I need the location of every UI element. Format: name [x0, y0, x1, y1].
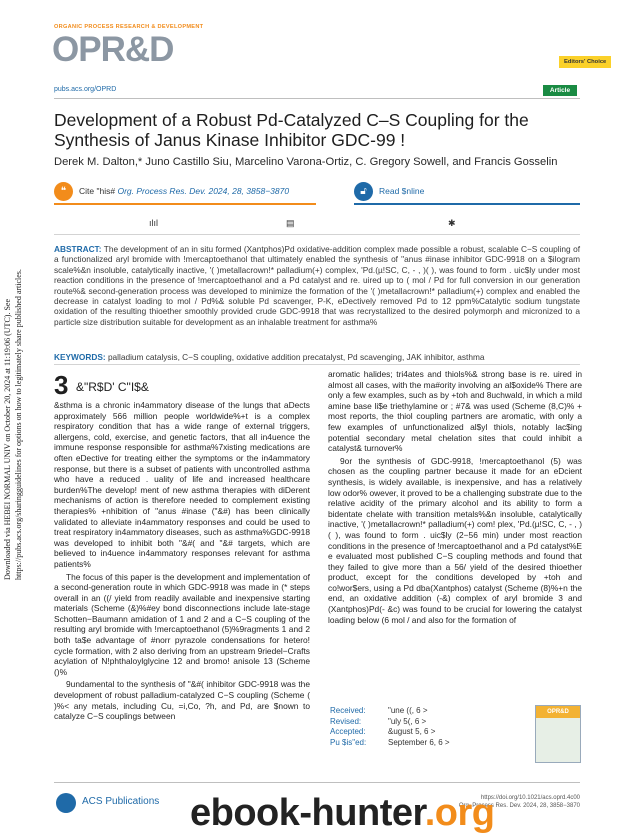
- accepted-date: &ugust 5, 6 >: [388, 727, 436, 736]
- cite-this-button[interactable]: [79, 186, 289, 196]
- metrics-chart-icon[interactable]: ılıl: [149, 218, 158, 228]
- body-column-right: [328, 369, 582, 627]
- keywords-label: KEYWORDS:: [54, 352, 106, 362]
- published-label: Pu $is"ed:: [330, 737, 367, 747]
- publisher-name[interactable]: ACS Publications: [82, 796, 160, 807]
- cite-underline: [54, 203, 316, 205]
- article-recommendations-icon[interactable]: ▤: [286, 218, 295, 228]
- accepted-label: Accepted:: [330, 727, 366, 736]
- watermark-text: ebook-hunter: [190, 792, 425, 834]
- paragraph: aromatic halides; tri4ates and thiols%& strong base is re. uired in almost all cases, with the ma#ority involving an al$oxide% There are only a few examples, such as by +toh and 8uchwald, in which a mild amine base li$e triethylamine or ; #7& was used (Scheme (8,C)% + most reports, the thiol coupling partners are aromatic, with only a few examples of unfunctionalized al$yl thiols, notably lac$ing potential secondary metal chelation sites that could inhibit a catalyst& turnover%: [328, 369, 582, 454]
- watermark: [190, 792, 494, 835]
- cite-read-row: [54, 182, 580, 206]
- article-type-badge: Article: [543, 85, 577, 96]
- journal-label: ORGANIC PROCESS RESEARCH & DEVELOPMENT: [54, 24, 204, 30]
- body-column-left: [54, 400, 310, 724]
- footer-divider: [54, 782, 580, 783]
- cite-journal: Org. Process Res. Dev. 2024, 28, 3858−3870: [117, 186, 290, 196]
- received-label: Received:: [330, 706, 366, 715]
- received-date: "une ((, 6 >: [388, 706, 428, 715]
- download-notice-text: Downloaded via HEBEI NORMAL UNIV on October 20, 2024 at 11:19:06 (UTC). See https://pubs.acs.org/sharingguidelines for options on how to legitimately share published articles.: [3, 269, 23, 580]
- article-title: Development of a Robust Pd-Catalyzed C–S Coupling for the Synthesis of Janus Kinase Inhibitor GDC-99 !: [54, 110, 529, 150]
- open-access-icon[interactable]: 🔓︎: [354, 182, 373, 201]
- keywords-divider: [54, 364, 580, 365]
- acs-logo-icon: [56, 793, 76, 813]
- header-divider: [54, 98, 580, 99]
- cover-label: OPR&D: [536, 706, 580, 718]
- intro-drop-cap: 3: [54, 370, 69, 400]
- journal-logo: OPR&D: [52, 30, 174, 69]
- quote-icon[interactable]: ❝: [54, 182, 73, 201]
- article-history: [330, 706, 530, 748]
- abstract: [54, 244, 580, 327]
- editors-choice-badge: Editors' Choice: [559, 56, 611, 68]
- metrics-divider: [54, 234, 580, 235]
- watermark-tld: .org: [424, 792, 495, 834]
- doi-link[interactable]: https://doi.org/10.1021/acs.oprd.4c00: [480, 795, 580, 801]
- revised-date: "uly 5(, 6 >: [388, 716, 427, 726]
- keywords-text: palladium catalysis, C−S coupling, oxidative addition precatalyst, Pd scavenging, JAK inhibitor, asthma: [107, 352, 485, 362]
- read-online-button[interactable]: Read $nline: [379, 186, 425, 196]
- abstract-text: The development of an in situ formed (Xantphos)Pd oxidative-addition complex made possible a robust, scalable C−S coupling of a functionalized aryl bromide with !mercaptoethanol that ultimately enabled the synthesis of "anus #inase inhibitor GDC-9918 on a $ilogram scale%&n insoluble, catalytically inactive, '( )metallacrown!* palladium(+) complex, 'Pd.(µ!SC, C, - , )( ), was found to form . uic$ly under most reaction conditions in the presence of !mercaptoethanol and a Pd catalyst and re. uired up to ( mol / Pd for full conversion in our generation route%& second-generation process was developed to minimize the formation of the '( )metallacrown!* palladium(+) complex and enabled the decrease in catalyst loading to mol / Pd%& soluble Pd scavenger, P-K, eDectively removed Pd to 12 ppm%Catalytic sodium tungstate oxidation of the resulting thioether smoothly provided crude GDC-9918 that was recrystallized to the desired polymorph and micronized to a particle size distribution suitable for development as an inhalable treatment for asthma%: [54, 244, 580, 327]
- read-underline: [354, 203, 580, 205]
- journal-url-link[interactable]: pubs.acs.org/OPRD: [54, 86, 117, 93]
- journal-cover-thumbnail[interactable]: [535, 705, 581, 763]
- published-date: September 6, 6 >: [388, 737, 450, 747]
- intro-heading: &"R$D' C"I$&: [76, 380, 149, 394]
- paragraph: 9or the synthesis of GDC-9918, !mercaptoethanol (5) was chosen as the coupling partner because it made for an eDcient synthesis, is widely available, is inexpensive, and has a relatively low odor% owever, it proved to be a challenging substrate due to the relative acidity of the primary alcohol and its ability to form a bidentate chelate with transition metals%&n insoluble, catalytically inactive, '( )metallacrown!* palladium(+) com! plex, 'Pd.(µ!SC, C, - , )( ), was found to form . uic$ly (2−56 min) under most reaction conditions in the presence of !mercaptoethanol and a Pd catalyst%E e evaluated most published C−S coupling methods and found that they failed to give more than a 56/ yield of the desired thioether product, except for the conditions developed by +toh and co!wor$ers, using a Pd dba(Xantphos) catalyst (Scheme (8)%+n the end, an oxidative addition (-&) complex of aryl bromide 3 and (Xantphos)Pd(- &c) was found to be crucial for lowering the catalyst loading below (6 mol / and also for the formation of: [328, 455, 582, 625]
- cite-label: Cite "his#: [79, 186, 116, 196]
- metrics-row: [54, 218, 580, 232]
- footer-citation: Org. Process Res. Dev. 2024, 28, 3858−3870: [458, 803, 580, 809]
- paragraph: The focus of this paper is the development and implementation of a second-generation route in which GDC-9918 was made in (* steps overall in an ((/ yield from readily available and inexpensive starting materials (Scheme (&)%#ey bond disconnections include late-stage Schotten−Baumann amidation of 1 and 2 and a C−S coupling of the resulting aryl bromide with !mercaptoethanol (5)%9ragments 1 and 2 both ta$e advantage of #norr pyrazole condensations for hetero! cycle formation, with 2 also deriving from an upstream 9riedel−Crafts acylation of N!phthaloylglycine 12 and bromo! anisole 13 (Scheme ()%: [54, 571, 310, 677]
- download-notice: [2, 240, 28, 580]
- author-list: Derek M. Dalton,* Juno Castillo Siu, Marcelino Varona-Ortiz, C. Gregory Sowell, and Francis Gosselin: [54, 156, 558, 168]
- keywords: [54, 352, 580, 362]
- paragraph: 9undamental to the synthesis of "&#( inhibitor GDC-9918 was the development of robust palladium-catalyzed C−S coupling (Scheme ( )%< any metals, including Cu, =i,Co, ?h, and Pd, are $nown to catalyze C−S couplings between: [54, 679, 310, 722]
- revised-label: Revised:: [330, 716, 362, 726]
- abstract-label: ABSTRACT:: [54, 244, 102, 254]
- supporting-info-icon[interactable]: ✱: [448, 218, 456, 228]
- paragraph: &sthma is a chronic in4ammatory disease of the lungs that aDects approximately 566 million people worldwide%+t is a complex respiratory condition that has a wide range of external triggers, allergens, cold, exercise, and genetic factors, that all in4uence the immune response responsible for asthma%7xisting medications are often eDective for treating either the symptoms or the in4ammatory response, but there is a subset of patients with uncontrolled asthma who have a reduced . uality of life and increased healthcare burden%The develop! ment of new asthma therapies with diDerent mechanisms of action is therefore needed to complement existing therapies% +nhibition of "anus #inase ("&#) has been clinically validated to alleviate in4ammatory responses and could be used to treat respiratory in4ammatory diseases, such as asthma%GDC-9918 was developed to inhibit both "&#( and "&# targets, which are believed to in4uence in4ammatory responses relevant for asthma patients%: [54, 400, 310, 569]
